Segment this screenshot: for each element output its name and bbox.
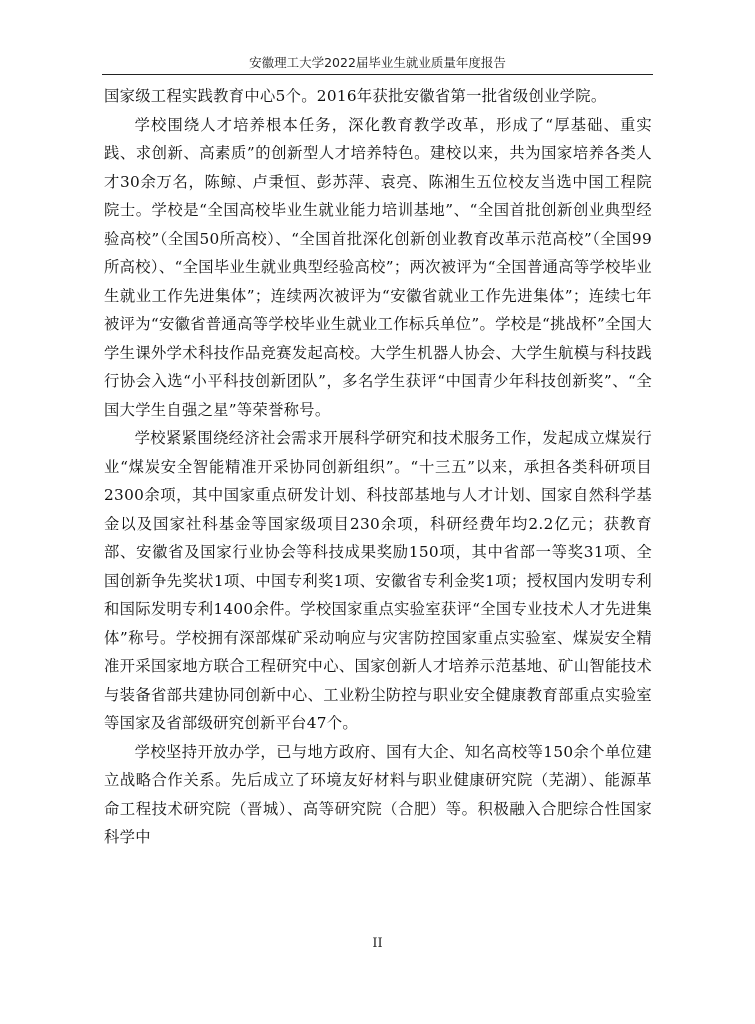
body-text — [104, 82, 652, 852]
paragraph-1: 国家级工程实践教育中心5个。2016年获批安徽省第一批省级创业学院。 — [104, 87, 607, 105]
paragraph-4: 学校坚持开放办学，已与地方政府、国有大企、知名高校等150余个单位建立战略合作关系。先后成立了环境友好材料与职业健康研究院（芜湖）、能源革命工程技术研究院（晋城）、高等研究院（合肥）等。积极融入合肥综合性国家科学中 — [104, 742, 652, 846]
paragraph-3: 学校紧紧围绕经济社会需求开展科学研究和技术服务工作，发起成立煤炭行业“煤炭安全智能精准开采协同创新组织”。“十三五”以来，承担各类科研项目2300余项，其中国家重点研发计划、科技部基地与人才计划、国家自然科学基金以及国家社科基金等国家级项目230余项，科研经费年均2.2亿元；获教育部、安徽省及国家行业协会等科技成果奖励150项，其中省部一等奖31项、全国创新争先奖状1项、中国专利奖1项、安徽省专利金奖1项；授权国内发明专利和国际发明专利1400余件。学校国家重点实验室获评“全国专业技术人才先进集体”称号。学校拥有深部煤矿采动响应与灾害防控国家重点实验室、煤炭安全精准开采国家地方联合工程研究中心、国家创新人才培养示范基地、矿山智能技术与装备省部共建协同创新中心、工业粉尘防控与职业安全健康教育部重点实验室等国家及省部级研究创新平台47个。 — [104, 429, 652, 732]
running-header: 安徽理工大学2022届毕业生就业质量年度报告 — [102, 52, 653, 75]
page-number: II — [372, 936, 383, 951]
paragraph-2: 学校围绕人才培养根本任务，深化教育教学改革，形成了“厚基础、重实践、求创新、高素质”的创新型人才培养特色。建校以来，共为国家培养各类人才30余万名，陈鲸、卢秉恒、彭苏萍、袁亮、陈湘生五位校友当选中国工程院院士。学校是“全国高校毕业生就业能力培训基地”、“全国首批创新创业典型经验高校”（全国50所高校）、“全国首批深化创新创业教育改革示范高校”（全国99所高校）、“全国毕业生就业典型经验高校”；两次被评为“全国普通高等学校毕业生就业工作先进集体”；连续两次被评为“安徽省就业工作先进集体”；连续七年被评为“安徽省普通高等学校毕业生就业工作标兵单位”。学校是“挑战杯”全国大学生课外学术科技作品竞赛发起高校。大学生机器人协会、大学生航模与科技践行协会入选“小平科技创新团队”，多名学生获评“中国青少年科技创新奖”、“全国大学生自强之星”等荣誉称号。 — [104, 115, 652, 419]
